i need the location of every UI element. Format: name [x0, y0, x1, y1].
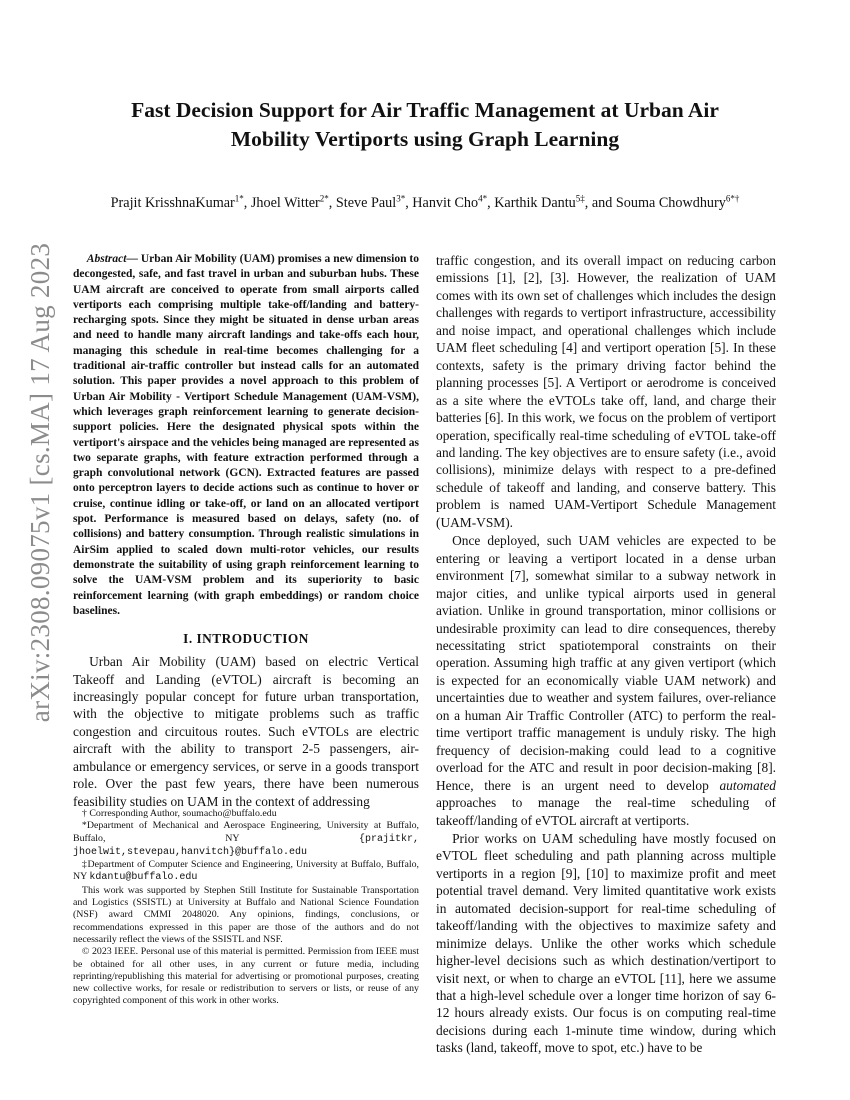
footnotes [73, 804, 419, 1008]
affiliation-emails: {prajitkr, jhoelwit,stevepau,hanvitch}@buffalo.edu [73, 833, 419, 858]
footnote-affiliation-computer-science: ‡Department of Computer Science and Engineering, University at Buffalo, Buffalo, NY kdantu@buffalo.edu [73, 859, 419, 884]
abstract-text: — Urban Air Mobility (UAM) promises a new dimension to decongested, safe, and fast travel in urban and suburban hubs. These UAM aircraft are conceived to operate from small airports called vertiports each comprising multiple take-off/landing and battery-recharging spots. Since they might be situated in dense urban areas and need to handle many aircraft landings and take-offs each hour, managing this schedule in real-time becomes challenging for a traditional air-traffic controller but instead calls for an automated solution. This paper provides a novel approach to this problem of Urban Air Mobility - Vertiport Schedule Management (UAM-VSM), which leverages graph reinforcement learning to generate decision-support policies. Here the designated physical spots within the vertiport's airspace and the vehicles being managed are represented as two separate graphs, with feature extraction performed through a graph convolutional network (GCN). Extracted features are passed onto perceptron layers to decide actions such as continue to hover or cruise, continue idling or take-off, or land on an allocated vertiport spot. Performance is measured based on delays, safety (no. of collisions) and battery consumption. Through realistic simulations in AirSim applied to scaled down multi-rotor vehicles, our results demonstrate the suitability of using graph reinforcement learning to solve the UAM-VSM problem and its superiority to basic reinforcement learning (with graph embeddings) or random choice baselines. [73, 253, 419, 617]
arxiv-identifier-stamp [20, 242, 62, 723]
author-4: Hanvit Cho$^{4*}$, [412, 193, 495, 211]
abstract [73, 252, 419, 619]
author-1: Prajit KrisshnaKumar$^{1*}$, [110, 193, 251, 211]
footnote-funding: This work was supported by Stephen Still Institute for Sustainable Transportation and Logistics (SSISTL) at University at Buffalo and National Science Foundation (NSF) award CMMI 2048020. Any opinions, findings, conclusions, or recommendations expressed in this paper are those of the authors and do not necessarily reflect the views of the SSISTL and NSF. [73, 884, 419, 945]
section-heading-introduction: I. INTRODUCTION [183, 631, 309, 647]
arxiv-identifier: arXiv:2308.09075v1 [cs.MA] 17 Aug 2023 [25, 242, 56, 723]
author-6: Souma Chowdhury$^{6*\dagger}$ [615, 193, 740, 211]
left-column [73, 252, 419, 810]
paper-title: Fast Decision Support for Air Traffic Management at Urban Air Mobility Vertiports using Graph Learning [131, 98, 719, 151]
intro-paragraph-1: Urban Air Mobility (UAM) based on electric Vertical Takeoff and Landing (eVTOL) aircraft is becoming an increasingly popular concept for future urban transportation, with the objective to mitigate problems such as traffic congestion and circuitous routes. Such eVTOLs are electric aircraft with the ability to transport 2-5 passengers, air-ambulance or emergency services, or serve in a goods transport role. Over the past few years, there have been numerous feasibility studies on UAM in the context of addressing [73, 654, 419, 809]
affiliation-email: kdantu@buffalo.edu [89, 872, 198, 884]
intro-paragraph-3: Prior works on UAM scheduling have mostly focused on eVTOL fleet scheduling and path planning across multiple vertiports in a region [9], [10] to maximize profit and meet potential travel demand. Very limited quantitative work exists in automated decision-support for real-time scheduling of takeoff/landing with the objectives to maximize safety and minimize delays. Unlike the other works which schedule higher-level decisions such as which destination/vertiport to visit next, or when to charge an eVTOL [11], here we assume that a high-level schedule over a longer time horizon of say 6-12 hours already exists. Our focus is on computing real-time decisions during each 1-minute time window, during which tasks (land, takeoff, move to spot, etc.) have to be [436, 830, 776, 1056]
right-column [436, 252, 776, 1057]
author-3: Steve Paul$^{3*}$, [335, 193, 413, 211]
footnote-corresponding-author: † Corresponding Author, soumacho@buffalo.edu [81, 808, 277, 819]
author-list [75, 193, 775, 212]
abstract-label: Abstract [86, 253, 127, 265]
author-5: Karthik Dantu$^{5\ddagger}$, and [494, 193, 616, 211]
intro-paragraph-continued: traffic congestion, and its overall impact on reducing carbon emissions [1], [2], [3]. However, the realization of UAM comes with its own set of challenges which includes the design challenges with regards to vertiport infrastructure, accessibility and noise impact, and operational challenges which include UAM fleet scheduling [4] and vertiport operation [5]. In these contexts, safety is the primary driving factor behind the planning processes [5]. A Vertiport or aerodrome is conceived as a site where the eVTOLs take off, land, and charge their batteries [6]. In this work, we focus on the problem of vertiport operation, specifically real-time scheduling of eVTOL take-off and landing. The key objectives are to ensure safety (i.e., avoid collisions), minimize delays with respect to a pre-defined schedule of takeoff and landing, and conserve battery. This problem is named UAM-Vertiport Schedule Management (UAM-VSM). [436, 253, 776, 530]
footnote-affiliation-mechanical: *Department of Mechanical and Aerospace Engineering, University at Buffalo, Buffalo, NY {prajitkr, jhoelwit,stevepau,hanvitch}@buffalo.edu [73, 820, 419, 858]
author-2: Jhoel Witter$^{2*}$, [250, 193, 336, 211]
footnote-copyright: © 2023 IEEE. Personal use of this material is permitted. Permission from IEEE must be obtained for all other uses, in any current or future media, including reprinting/republishing this material for advertising or promotional purposes, creating new collective works, for resale or redistribution to servers or lists, or reuse of any copyrighted component of this work in other works. [73, 946, 419, 1007]
intro-paragraph-2: Once deployed, such UAM vehicles are expected to be entering or leaving a vertiport located in a dense urban environment [7], somewhat similar to a subway network in major cities, and unlike typical airports used in general aviation. Unlike in ground transportation, minor collisions or undesirable proximity can lead to dire consequences, thereby necessitating strict spatiotemporal constraints on their operation. Assuming high traffic at any given vertiport (which is expected for an economically viable UAM network) and uncertainties due to weather and system failures, over-reliance on a human Air Traffic Controller (ATC) to perform the real-time vertiport traffic management is unduly risky. The high frequency of decision-making could lead to a cognitive overload for the ATC and result in poor decision-making [8]. Hence, there is an urgent need to develop automated approaches to manage the real-time scheduling of takeoff/landing of eVTOL aircraft at vertiports. [436, 533, 776, 828]
